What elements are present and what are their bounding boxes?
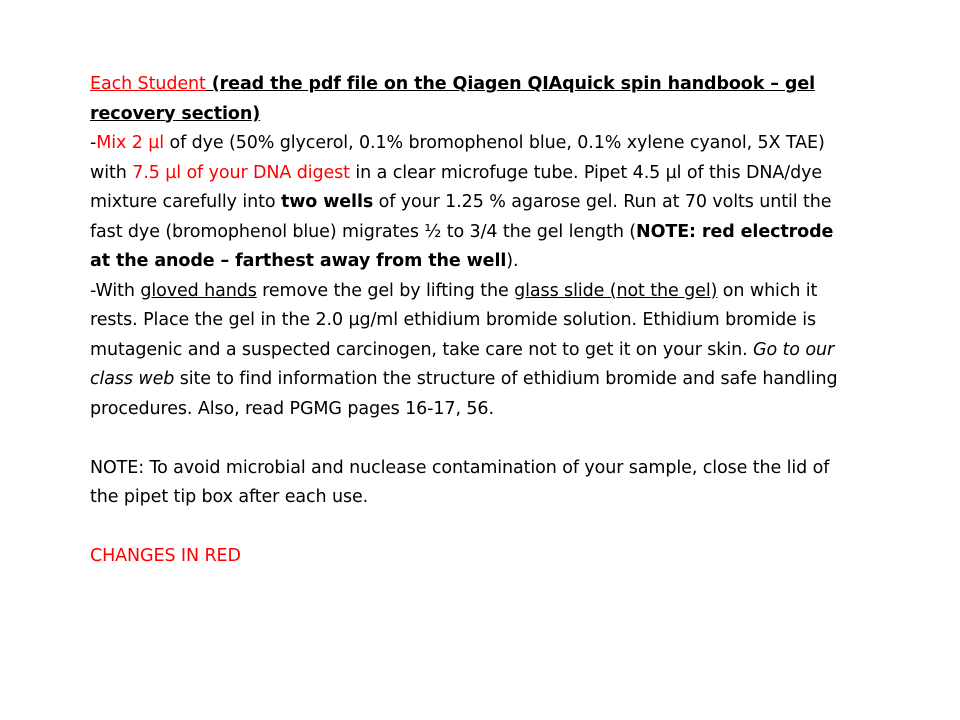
step-1-text-b: in a clear microfuge tube. Pipet 4.5 µl of this DNA/dye mixture carefully into	[90, 162, 822, 212]
step-1-text-a: of dye (50% glycerol, 0.1% bromophenol blue, 0.1% xylene cyanol, 5X TAE) with	[90, 133, 825, 183]
step-2-text-a: -With	[90, 280, 141, 301]
step-2-glass-slide: glass slide (not the gel)	[514, 280, 718, 301]
heading-paragraph	[90, 70, 840, 129]
spacer	[90, 424, 840, 454]
step-1-electrode-note: NOTE: red electrode at the anode – farthest away from the well	[90, 221, 834, 271]
step-1-paragraph	[90, 129, 840, 277]
step-2-paragraph	[90, 277, 840, 425]
step-1-wells: two wells	[280, 192, 374, 212]
step-1-digest: 7.5 µl of your DNA digest	[132, 162, 350, 183]
changes-in-red-note: CHANGES IN RED	[90, 546, 241, 566]
step-1-text-d: ).	[506, 251, 519, 271]
heading-note: (read the pdf file on the Qiagen QIAquick spin handbook – gel recovery section)	[90, 74, 815, 124]
note-paragraph: NOTE: To avoid microbial and nuclease contamination of your sample, close the lid of the pipet tip box after each use.	[90, 457, 830, 507]
step-2-text-c: on which it rests. Place the gel in the 2.0 µg/ml ethidium bromide solution. Ethidium bromide is mutagenic and a suspected carcinogen, take care not to get it on your skin.	[90, 280, 818, 360]
slide-body	[90, 70, 840, 572]
step-1-mix: Mix 2 µl	[96, 133, 164, 153]
step-1-text-c: of your 1.25 % agarose gel. Run at 70 volts until the fast dye (bromophenol blue) migrates ½ to 3/4 the gel length (	[90, 192, 832, 242]
step-2-text-b: remove the gel by lifting the	[256, 280, 515, 301]
step-2-gloved-hands: gloved hands	[140, 280, 257, 301]
step-2-text-d: site to find information the structure of ethidium bromide and safe handling procedures. Also, read PGMG pages 16-17, 56.	[90, 369, 838, 419]
step-2-class-web: Go to our class web	[90, 339, 835, 389]
spacer	[90, 513, 840, 543]
heading-label: Each Student	[90, 74, 206, 94]
step-1-dash: -	[90, 133, 97, 153]
